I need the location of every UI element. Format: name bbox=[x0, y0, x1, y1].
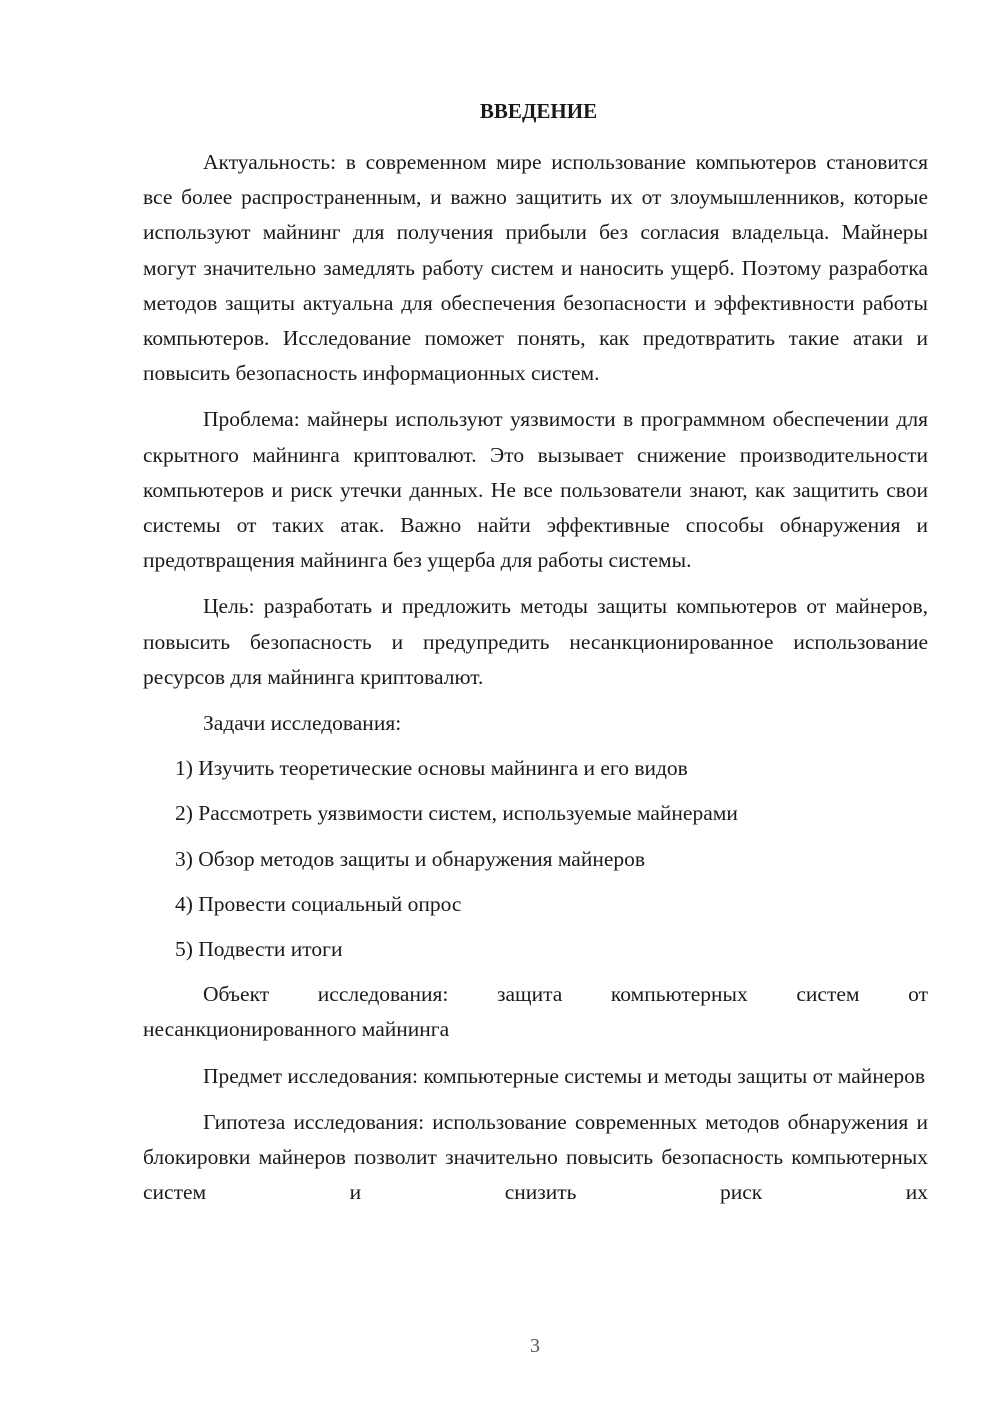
page-content bbox=[143, 97, 928, 1210]
tasks-heading: Задачи исследования: bbox=[203, 711, 402, 736]
list-item: 1) Изучить теоретические основы майнинга и его видов bbox=[175, 756, 688, 781]
list-item: 3) Обзор методов защиты и обнаружения майнеров bbox=[175, 846, 646, 871]
list-item: 4) Провести социальный опрос bbox=[175, 891, 462, 916]
page-number: 3 bbox=[530, 1335, 540, 1357]
tasks-list bbox=[143, 751, 928, 967]
paragraph-problem: Проблема: майнеры используют уязвимости в программном обеспечении для скрытного майнинга криптовалют. Это вызывает снижение производительности компьютеров и риск утечки данных. Не все пользователи знают, как защитить свои системы от таких атак. Важно найти эффективные способы обнаружения и предотвращения майнинга без ущерба для работы системы. bbox=[143, 407, 928, 573]
section-heading: ВВЕДЕНИЕ bbox=[479, 99, 598, 123]
paragraph-hypothesis: Гипотеза исследования: использование современных методов обнаружения и блокировки майнеров позволит значительно повысить безопасность компьютерных систем и снизить риск их bbox=[143, 1109, 928, 1205]
paragraph-subject: Предмет исследования: компьютерные системы и методы защиты от майнеров bbox=[203, 1063, 926, 1088]
paragraph-relevance: Актуальность: в современном мире использование компьютеров становится все более распространенным, и важно защитить их от злоумышленников, которые используют майнинг для получения прибыли без согласия владельца. Майнеры могут значительно замедлять работу систем и наносить ущерб. Поэтому разработка методов защиты актуальна для обеспечения безопасности и эффективности работы компьютеров. Исследование поможет понять, как предотвратить такие атаки и повысить безопасность информационных систем. bbox=[143, 150, 928, 386]
paragraph-goal: Цель: разработать и предложить методы защиты компьютеров от майнеров, повысить безопасность и предупредить несанкционированное использование ресурсов для майнинга криптовалют. bbox=[143, 594, 928, 689]
paragraph-object: Объект исследования: защита компьютерных систем от несанкционированного майнинга bbox=[143, 982, 928, 1042]
list-item: 2) Рассмотреть уязвимости систем, используемые майнерами bbox=[175, 801, 738, 826]
list-item: 5) Подвести итоги bbox=[175, 937, 343, 962]
